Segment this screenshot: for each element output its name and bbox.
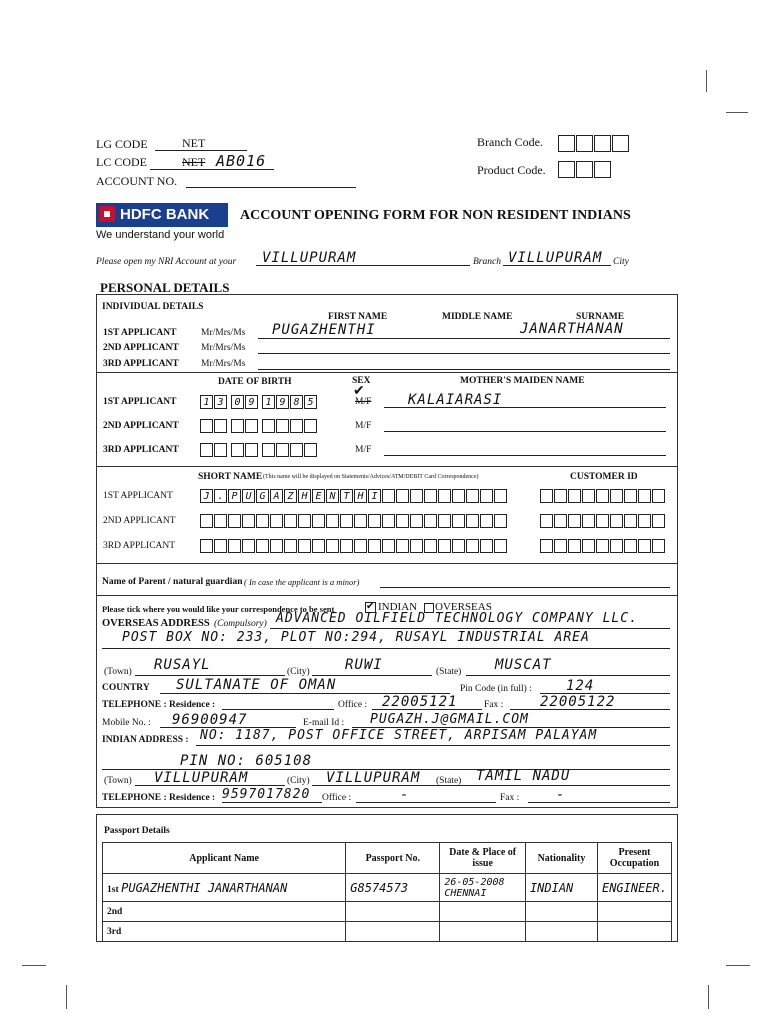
compulsory-note: (Compulsory) <box>214 619 267 629</box>
passport-no1[interactable]: G8574573 <box>350 880 409 895</box>
app1-title: Mr/Mrs/Ms <box>201 328 246 338</box>
email-value[interactable]: PUGAZH.J@GMAIL.COM <box>370 712 529 727</box>
passport-h-nat: Nationality <box>525 843 597 874</box>
dob3-boxes[interactable] <box>200 441 318 459</box>
table-row <box>103 874 672 902</box>
app2-label: 2ND APPLICANT <box>103 343 179 353</box>
margin-mark <box>708 985 709 1009</box>
dob-box: 3 <box>214 395 227 409</box>
hdfc-logo <box>96 203 228 227</box>
passport-row-label: 2nd <box>107 907 123 917</box>
product-code-boxes[interactable] <box>558 160 612 178</box>
office-label: Office : <box>338 700 368 710</box>
table-row <box>103 922 672 942</box>
passport-date1[interactable]: 26-05-2008 <box>444 876 505 888</box>
sex-label: SEX <box>352 376 371 386</box>
customer-id-boxes-1[interactable] <box>540 487 666 505</box>
town-label: (Town) <box>104 667 132 677</box>
country-value[interactable]: SULTANATE OF OMAN <box>176 677 337 693</box>
city-label: (City) <box>287 667 310 677</box>
col-first-name: FIRST NAME <box>328 312 388 322</box>
fax-value[interactable]: 22005122 <box>540 694 616 710</box>
form-title: ACCOUNT OPENING FORM FOR NON RESIDENT INDIANS <box>240 208 631 223</box>
indian-telephone-label: TELEPHONE : Residence : <box>102 793 216 803</box>
lc-code-label: LC CODE <box>96 155 147 169</box>
sex2[interactable]: M/F <box>355 421 372 431</box>
col-surname: SURNAME <box>576 312 625 322</box>
indian-fax-label: Fax : <box>500 793 520 803</box>
col-middle-name: MIDDLE NAME <box>442 312 513 322</box>
dob-box: 1 <box>200 395 213 409</box>
sex3[interactable]: M/F <box>355 445 372 455</box>
customer-id-boxes-3[interactable] <box>540 537 666 555</box>
hdfc-logo-mark-inner <box>104 211 110 217</box>
passport-name1[interactable]: PUGAZHENTHI JANARTHANAN <box>121 880 288 895</box>
lc-code-struck: NET <box>182 155 206 169</box>
sex1-tick-icon: ✔ <box>353 384 365 399</box>
dob-box: 1 <box>262 395 275 409</box>
mobile-label: Mobile No. : <box>102 718 151 728</box>
mobile-value[interactable]: 96900947 <box>172 712 248 728</box>
app2-title: Mr/Mrs/Ms <box>201 343 246 353</box>
telephone-label: TELEPHONE : Residence : <box>102 700 216 710</box>
indian-line1[interactable]: NO: 1187, POST OFFICE STREET, ARPISAM PALAYAM <box>200 728 598 743</box>
passport-h-date: Date & Place of issue <box>440 843 526 874</box>
town-value[interactable]: RUSAYL <box>154 657 211 673</box>
state-label: (State) <box>436 667 462 677</box>
indian-office-value[interactable]: - <box>400 787 410 803</box>
indian-line2[interactable]: PIN NO: 605108 <box>180 753 313 769</box>
indian-state-value[interactable]: TAMIL NADU <box>476 768 571 784</box>
correspondence-label: Please tick where you would like your correspondence to be sent <box>102 604 335 614</box>
bank-tagline: We understand your world <box>96 229 225 241</box>
table-row <box>103 902 672 922</box>
margin-mark <box>706 70 707 92</box>
dob-box: 0 <box>231 395 244 409</box>
guardian-note: ( In case the applicant is a minor) <box>244 577 360 587</box>
app3-label: 3RD APPLICANT <box>103 359 179 369</box>
indian-town-value[interactable]: VILLUPURAM <box>154 770 249 786</box>
sex1[interactable]: M/F <box>355 397 372 407</box>
open-at-value[interactable]: VILLUPURAM <box>262 250 357 266</box>
lg-code-label: LG CODE <box>96 137 148 151</box>
passport-row-label: 3rd <box>107 927 122 937</box>
guardian-label: Name of Parent / natural guardian <box>102 577 243 587</box>
app2-label: 2ND APPLICANT <box>103 421 179 431</box>
open-at-label: Please open my NRI Account at your <box>96 257 237 267</box>
passport-occ1[interactable]: ENGINEER. <box>601 880 667 895</box>
passport-nat1[interactable]: INDIAN <box>529 880 574 895</box>
indian-city-value[interactable]: VILLUPURAM <box>326 770 421 786</box>
short-name-boxes-1[interactable]: J . P U G A Z H E N T H I <box>200 487 508 505</box>
overseas-line1[interactable]: ADVANCED OILFIELD TECHNOLOGY COMPANY LLC. <box>276 611 638 626</box>
dob1-boxes[interactable] <box>200 393 318 411</box>
overseas-address-label: OVERSEAS ADDRESS <box>102 618 210 629</box>
city-label: City <box>613 257 629 267</box>
short-name-boxes-3[interactable] <box>200 537 508 555</box>
dob-box: 9 <box>276 395 289 409</box>
country-label: COUNTRY <box>102 683 150 693</box>
customer-id-label: CUSTOMER ID <box>570 472 638 482</box>
account-no-label: ACCOUNT NO. <box>96 174 178 188</box>
dob-box: 8 <box>290 395 303 409</box>
margin-mark <box>66 985 67 1009</box>
dob2-boxes[interactable] <box>200 417 318 435</box>
short-name-note: (This name will be displayed on Statements/Advices/ATM/DEBIT Card Correspondence) <box>263 474 479 480</box>
logo-text: HDFC BANK <box>120 206 210 223</box>
passport-h-name: Applicant Name <box>103 843 346 874</box>
indian-address-label: INDIAN ADDRESS : <box>102 735 189 745</box>
passport-h-no: Passport No. <box>346 843 440 874</box>
app1-label: 1ST APPLICANT <box>103 491 173 501</box>
app3-title: Mr/Mrs/Ms <box>201 359 246 369</box>
personal-section-title: PERSONAL DETAILS <box>100 280 230 295</box>
margin-mark <box>22 965 46 966</box>
app3-label: 3RD APPLICANT <box>103 445 179 455</box>
city-value[interactable]: RUWI <box>345 657 383 673</box>
fax-label: Fax : <box>484 700 504 710</box>
passport-row-label: 1st <box>107 884 119 895</box>
dob-box: 5 <box>304 395 317 409</box>
indian-fax-value[interactable]: - <box>556 787 566 803</box>
branch-label: Branch <box>473 257 501 267</box>
passport-title: Passport Details <box>104 826 170 836</box>
lg-code-value[interactable]: NET <box>182 136 206 150</box>
app3-label: 3RD APPLICANT <box>103 541 176 551</box>
individual-details-label: INDIVIDUAL DETAILS <box>102 302 204 312</box>
indian-option: INDIAN <box>378 601 418 613</box>
app2-label: 2ND APPLICANT <box>103 516 176 526</box>
app1-surname[interactable]: JANARTHANAN <box>520 321 624 337</box>
mmn-label: MOTHER'S MAIDEN NAME <box>460 376 585 386</box>
email-label: E-mail Id : <box>303 718 345 728</box>
branch-code-label: Branch Code. <box>477 135 543 149</box>
indian-checkbox[interactable]: ✔ <box>366 601 375 612</box>
mmn1[interactable]: KALAIARASI <box>408 392 503 408</box>
dob-box: 9 <box>245 395 258 409</box>
passport-table <box>102 842 672 942</box>
app1-first-name[interactable]: PUGAZHENTHI <box>272 322 376 338</box>
state-value[interactable]: MUSCAT <box>495 657 552 673</box>
pin-label: Pin Code (in full) : <box>460 684 532 694</box>
passport-place1[interactable]: CHENNAI <box>444 887 487 899</box>
indian-town-label: (Town) <box>104 776 132 786</box>
branch-value[interactable]: VILLUPURAM <box>508 250 603 266</box>
passport-h-occ: Present Occupation <box>597 843 671 874</box>
app1-label: 1ST APPLICANT <box>103 397 177 407</box>
customer-id-boxes-2[interactable] <box>540 512 666 530</box>
short-name-label: SHORT NAME <box>198 472 263 482</box>
lc-code-value[interactable]: AB016 <box>216 152 267 170</box>
indian-office-label: Office : <box>322 793 352 803</box>
indian-telephone-value[interactable]: 9597017820 <box>222 787 311 802</box>
app1-label: 1ST APPLICANT <box>103 328 177 338</box>
short-name-boxes-2[interactable] <box>200 512 508 530</box>
overseas-option: OVERSEAS <box>435 601 492 613</box>
margin-mark <box>726 112 748 113</box>
product-code-label: Product Code. <box>477 163 546 177</box>
indian-state-label: (State) <box>436 776 462 786</box>
margin-mark <box>726 965 750 966</box>
office-value[interactable]: 22005121 <box>382 694 458 710</box>
indian-city-label: (City) <box>287 776 310 786</box>
branch-code-boxes[interactable] <box>558 134 630 152</box>
dob-label: DATE OF BIRTH <box>218 377 292 387</box>
pin-value[interactable]: 124 <box>566 678 595 694</box>
overseas-line2[interactable]: POST BOX NO: 233, PLOT NO:294, RUSAYL INDUSTRIAL AREA <box>122 630 590 645</box>
